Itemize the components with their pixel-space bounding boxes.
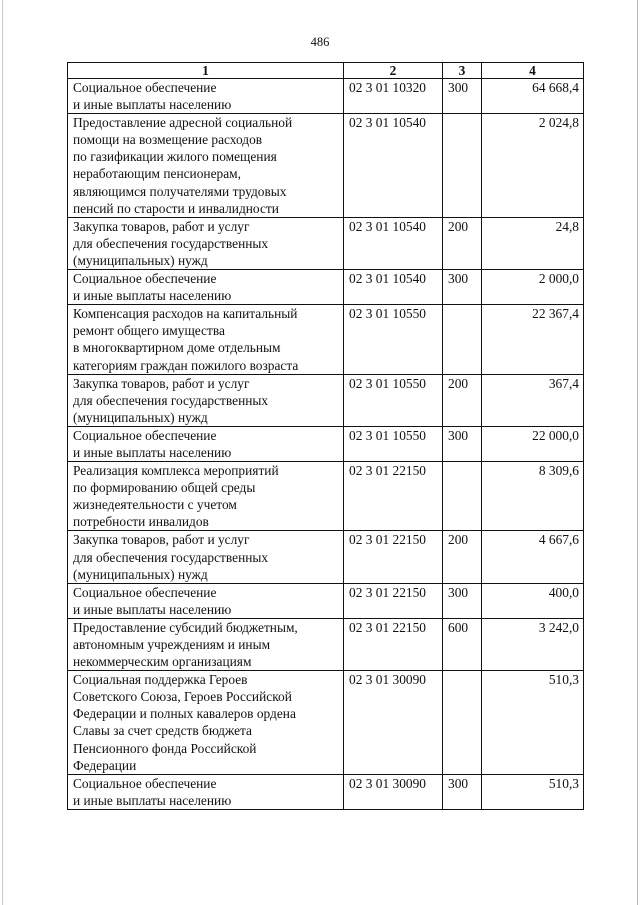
expense-name-cell [68,462,344,531]
expense-name-line: Компенсация расходов на капитальный [73,306,298,322]
expense-name-line: пенсий по старости и инвалидности [73,200,279,216]
expense-name-line: Закупка товаров, работ и услуг [73,218,250,234]
target-article-code: 02 3 01 10550 [344,305,443,374]
expense-name-cell [68,305,344,374]
expense-name-line: и иные выплаты населению [73,444,232,460]
expense-name-line: Закупка товаров, работ и услуг [73,532,250,548]
target-article-code: 02 3 01 22150 [344,618,443,670]
amount-value: 24,8 [482,217,584,269]
expense-name-line: Славы за счет средств бюджета [73,723,252,739]
expense-name-line: для обеспечения государственных [73,392,269,408]
budget-table [67,62,584,810]
target-article-code: 02 3 01 10540 [344,114,443,218]
table-row [68,270,584,305]
expense-name-line: ремонт общего имущества [73,323,225,339]
table-row [68,774,584,809]
expense-name-line: Советского Союза, Героев Российской [73,689,292,705]
expense-name-line: Предоставление адресной социальной [73,115,293,131]
expense-name-line: (муниципальных) нужд [73,409,208,425]
amount-value: 22 000,0 [482,426,584,461]
table-row [68,79,584,114]
expense-name-cell [68,79,344,114]
target-article-code: 02 3 01 10550 [344,426,443,461]
amount-value: 8 309,6 [482,462,584,531]
expense-name-line: Закупка товаров, работ и услуг [73,375,250,391]
target-article-code: 02 3 01 22150 [344,462,443,531]
expense-name-cell [68,426,344,461]
amount-value: 64 668,4 [482,79,584,114]
table-row [68,217,584,269]
expense-name-cell [68,583,344,618]
expense-name-line: неработающим пенсионерам, [73,166,241,182]
expense-type-code: 300 [443,583,482,618]
expense-type-code: 200 [443,531,482,583]
table-row [68,618,584,670]
amount-value: 2 024,8 [482,114,584,218]
table-row [68,583,584,618]
expense-type-code: 300 [443,426,482,461]
expense-type-code [443,114,482,218]
expense-name-cell [68,671,344,775]
amount-value: 510,3 [482,671,584,775]
table-row [68,374,584,426]
amount-value: 510,3 [482,774,584,809]
expense-name-line: некоммерческим организациям [73,654,252,670]
expense-name-line: Социальная поддержка Героев [73,672,248,688]
expense-name-line: (муниципальных) нужд [73,566,208,582]
expense-name-line: Пенсионного фонда Российской [73,740,257,756]
expense-name-line: по формированию общей среды [73,480,256,496]
expense-type-code: 200 [443,217,482,269]
target-article-code: 02 3 01 10320 [344,79,443,114]
expense-name-cell [68,618,344,670]
expense-name-line: и иные выплаты населению [73,97,232,113]
expense-name-line: для обеспечения государственных [73,235,269,251]
expense-name-line: и иные выплаты населению [73,288,232,304]
expense-name-cell [68,114,344,218]
scan-edge-left [2,0,3,905]
expense-name-cell [68,217,344,269]
expense-name-line: Социальное обеспечение [73,775,217,791]
target-article-code: 02 3 01 22150 [344,583,443,618]
target-article-code: 02 3 01 30090 [344,774,443,809]
expense-name-line: категориям граждан пожилого возраста [73,357,299,373]
amount-value: 2 000,0 [482,270,584,305]
table-row [68,305,584,374]
expense-name-line: Федерации и полных кавалеров ордена [73,706,296,722]
expense-type-code: 300 [443,79,482,114]
column-header-1: 1 [68,63,344,79]
expense-name-line: и иные выплаты населению [73,601,232,617]
expense-name-line: автономным учреждениям и иным [73,637,271,652]
expense-name-line: для обеспечения государственных [73,549,269,565]
expense-name-cell [68,270,344,305]
target-article-code: 02 3 01 10540 [344,217,443,269]
column-header-3: 3 [443,63,482,79]
table-row [68,426,584,461]
page-number: 486 [310,35,330,49]
table-row [68,671,584,775]
expense-name-line: Социальное обеспечение [73,271,217,287]
expense-name-line: Социальное обеспечение [73,427,217,443]
expense-name-line: Социальное обеспечение [73,80,217,95]
target-article-code: 02 3 01 10550 [344,374,443,426]
expense-name-line: потребности инвалидов [73,514,209,530]
expense-name-line: Федерации [73,757,137,773]
expense-name-line: Предоставление субсидий бюджетным, [73,619,298,635]
expense-name-line: (муниципальных) нужд [73,252,208,268]
table-row [68,114,584,218]
column-header-2: 2 [344,63,443,79]
table-header-row [68,63,584,79]
table-row [68,531,584,583]
expense-name-line: и иные выплаты населению [73,792,232,808]
amount-value: 3 242,0 [482,618,584,670]
target-article-code: 02 3 01 10540 [344,270,443,305]
expense-name-cell [68,531,344,583]
amount-value: 22 367,4 [482,305,584,374]
expense-name-line: помощи на возмещение расходов [73,132,263,148]
expense-type-code [443,671,482,775]
expense-name-line: Реализация комплекса мероприятий [73,463,279,479]
expense-type-code: 600 [443,618,482,670]
amount-value: 4 667,6 [482,531,584,583]
amount-value: 367,4 [482,374,584,426]
amount-value: 400,0 [482,583,584,618]
expense-name-line: Социальное обеспечение [73,584,217,600]
expense-type-code: 300 [443,774,482,809]
column-header-4: 4 [482,63,584,79]
expense-name-line: по газификации жилого помещения [73,149,277,165]
expense-name-cell [68,774,344,809]
expense-type-code: 200 [443,374,482,426]
expense-type-code [443,462,482,531]
expense-name-line: в многоквартирном доме отдельным [73,340,281,356]
expense-type-code: 300 [443,270,482,305]
expense-name-line: являющимся получателями трудовых [73,183,287,199]
table-row [68,462,584,531]
expense-type-code [443,305,482,374]
target-article-code: 02 3 01 22150 [344,531,443,583]
expense-name-cell [68,374,344,426]
scan-edge-right [637,0,638,905]
target-article-code: 02 3 01 30090 [344,671,443,775]
expense-name-line: жизнедеятельности с учетом [73,497,237,513]
